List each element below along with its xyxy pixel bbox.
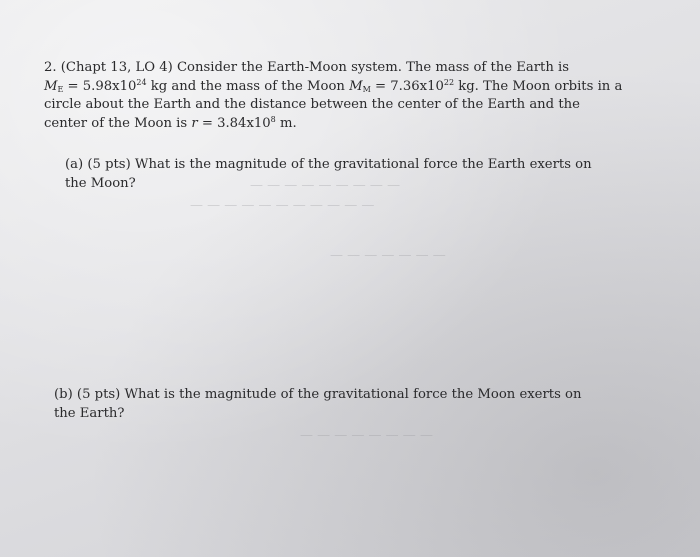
part-b-line-2: the Earth? xyxy=(54,405,125,421)
bleed-through-text: — — — — — — — — — — — xyxy=(190,198,375,213)
part-b-line-1: (b) (5 pts) What is the magnitude of the gravitational force the Moon exerts on xyxy=(54,387,582,402)
problem-line-4-end: m. xyxy=(275,115,297,131)
part-a-question xyxy=(65,156,625,193)
earth-mass-subscript: E xyxy=(57,84,64,94)
distance-symbol: r xyxy=(191,115,198,131)
part-a-line-2: the Moon? xyxy=(65,175,136,191)
problem-line-1: 2. (Chapt 13, LO 4) Consider the Earth-Moon system. The mass of the Earth is xyxy=(44,60,570,75)
bleed-through-text: — — — — — — — xyxy=(330,248,446,263)
distance-exponent: 8 xyxy=(270,114,276,124)
moon-mass-symbol: M xyxy=(349,78,363,94)
bleed-through-text: — — — — — — — — xyxy=(300,428,433,443)
problem-line-2-mid: kg and the mass of the Moon xyxy=(146,78,350,94)
moon-mass-exponent: 22 xyxy=(443,77,455,87)
part-b-question xyxy=(54,386,634,423)
earth-mass-exponent: 24 xyxy=(136,77,147,87)
problem-line-4 xyxy=(44,115,634,134)
earth-mass-value: = 5.98x10 xyxy=(63,78,137,94)
bleed-through-text: — — — — — — — — — xyxy=(250,178,401,193)
problem-line-2 xyxy=(44,78,634,97)
distance-value: = 3.84x10 xyxy=(197,115,271,131)
moon-mass-value: = 7.36x10 xyxy=(370,78,444,94)
problem-statement xyxy=(44,59,634,133)
problem-line-4-start: center of the Moon is xyxy=(44,115,192,131)
earth-mass-symbol: M xyxy=(44,78,58,94)
moon-mass-subscript: M xyxy=(362,84,371,94)
problem-line-3: circle about the Earth and the distance between the center of the Earth and the xyxy=(44,97,580,112)
problem-line-2-end: kg. The Moon orbits in a xyxy=(454,78,623,94)
part-a-line-1: (a) (5 pts) What is the magnitude of the gravitational force the Earth exerts on xyxy=(65,157,592,172)
